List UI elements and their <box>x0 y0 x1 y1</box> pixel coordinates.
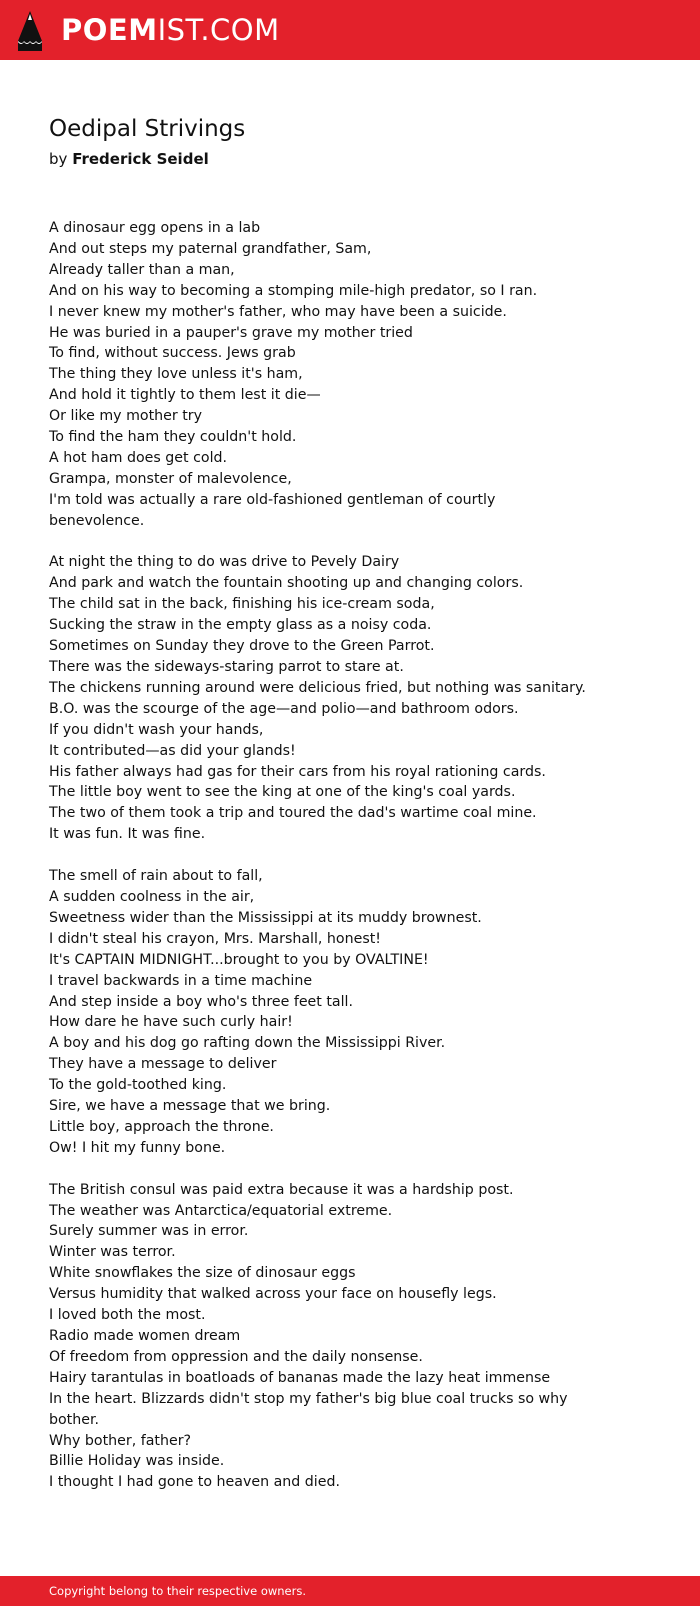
poem-line: His father always had gas for their cars from his royal rationing cards. <box>49 763 546 780</box>
poem-line: Winter was terror. <box>49 1244 176 1261</box>
poem-line: A boy and his dog go rafting down the Mississippi River. <box>49 1035 446 1052</box>
poem-line: They have a message to deliver <box>49 1056 277 1073</box>
poem-line: To find, without success. Jews grab <box>49 345 296 362</box>
poem-title: Oedipal Strivings <box>49 116 246 142</box>
poem-line: White snowflakes the size of dinosaur eggs <box>49 1265 356 1282</box>
byline <box>49 148 209 170</box>
poem-line: And out steps my paternal grandfather, Sam, <box>49 240 372 257</box>
poem-line: A dinosaur egg opens in a lab <box>49 220 261 236</box>
poem-line: The British consul was paid extra because it was a hardship post. <box>49 1181 514 1198</box>
poem-line: Of freedom from oppression and the daily nonsense. <box>49 1348 423 1365</box>
brand-bold: POEM <box>61 13 158 47</box>
poem-line: benevolence. <box>49 512 145 529</box>
poem-line: How dare he have such curly hair! <box>49 1014 293 1031</box>
poem-line: The two of them took a trip and toured the dad's wartime coal mine. <box>49 805 537 822</box>
poem-stanza <box>49 218 649 532</box>
poem-stanza <box>49 1180 649 1494</box>
poem-line: Sire, we have a message that we bring. <box>49 1098 331 1115</box>
poem-line: Versus humidity that walked across your face on housefly legs. <box>49 1286 497 1303</box>
poem-line: Surely summer was in error. <box>49 1223 249 1240</box>
poem-line: Ow! I hit my funny bone. <box>49 1139 226 1156</box>
poem-line: The weather was Antarctica/equatorial extreme. <box>49 1202 393 1219</box>
poem-line: Why bother, father? <box>49 1432 192 1449</box>
poem-line: And on his way to becoming a stomping mile-high predator, so I ran. <box>49 282 538 299</box>
poem-line: It's CAPTAIN MIDNIGHT...brought to you by OVALTINE! <box>49 951 429 968</box>
poem-line: And park and watch the fountain shooting up and changing colors. <box>49 575 524 592</box>
poem-line: And hold it tightly to them lest it die— <box>49 387 321 404</box>
poem-line: Billie Holiday was inside. <box>49 1453 225 1470</box>
poem-line: Sometimes on Sunday they drove to the Green Parrot. <box>49 638 435 655</box>
poem-line: Or like my mother try <box>49 408 202 425</box>
poem-line: Sweetness wider than the Mississippi at its muddy brownest. <box>49 909 482 926</box>
poem-line: In the heart. Blizzards didn't stop my father's big blue coal trucks so why <box>49 1390 568 1407</box>
poem-line: He was buried in a pauper's grave my mother tried <box>49 324 413 341</box>
poem-line: I travel backwards in a time machine <box>49 972 313 989</box>
pencil-tip-icon[interactable] <box>18 11 42 51</box>
poem-line: The child sat in the back, finishing his ice-cream soda, <box>49 596 435 613</box>
poem-line: To find the ham they couldn't hold. <box>49 429 297 446</box>
poem-line: I thought I had gone to heaven and died. <box>49 1474 340 1491</box>
poem-line: And step inside a boy who's three feet tall. <box>49 993 354 1010</box>
poem-stanza <box>49 552 649 845</box>
site-footer <box>0 1576 700 1606</box>
poem-stanza <box>49 866 649 1159</box>
poem-line: B.O. was the scourge of the age—and polio—and bathroom odors. <box>49 700 519 717</box>
poem-line: It contributed—as did your glands! <box>49 742 296 759</box>
poem-line: A sudden coolness in the air, <box>49 888 255 905</box>
poem-line: To the gold-toothed king. <box>49 1077 227 1094</box>
poem-line: I'm told was actually a rare old-fashioned gentleman of courtly <box>49 491 496 508</box>
poem-line: There was the sideways-staring parrot to stare at. <box>49 659 404 676</box>
brand-light: IST.COM <box>157 13 280 47</box>
site-logo-text[interactable] <box>61 14 280 46</box>
poem-line: A hot ham does get cold. <box>49 449 228 466</box>
site-header <box>0 0 700 60</box>
poem-line: bother. <box>49 1411 100 1428</box>
poem-line: I didn't steal his crayon, Mrs. Marshall, honest! <box>49 930 381 947</box>
poem-line: Sucking the straw in the empty glass as a noisy coda. <box>49 617 432 634</box>
by-label: by <box>49 150 68 168</box>
poem-line: Little boy, approach the throne. <box>49 1118 274 1135</box>
poem-line: The chickens running around were delicious fried, but nothing was sanitary. <box>49 679 586 696</box>
poem-line: At night the thing to do was drive to Pevely Dairy <box>49 554 400 571</box>
copyright-text: Copyright belong to their respective owners. <box>49 1584 307 1598</box>
poem-line: Already taller than a man, <box>49 261 235 278</box>
poem-line: If you didn't wash your hands, <box>49 721 264 738</box>
poem-line: Radio made women dream <box>49 1327 241 1344</box>
poem-line: The smell of rain about to fall, <box>49 868 263 885</box>
poem-line: The thing they love unless it's ham, <box>49 366 303 383</box>
poem-body <box>49 218 649 1514</box>
poem-line: Hairy tarantulas in boatloads of bananas made the lazy heat immense <box>49 1369 551 1386</box>
author-name: Frederick Seidel <box>72 150 209 168</box>
poem-line: I loved both the most. <box>49 1307 206 1324</box>
poem-line: Grampa, monster of malevolence, <box>49 470 292 487</box>
poem-line: It was fun. It was fine. <box>49 826 206 843</box>
poem-line: The little boy went to see the king at one of the king's coal yards. <box>49 784 516 801</box>
poem-line: I never knew my mother's father, who may have been a suicide. <box>49 303 507 320</box>
